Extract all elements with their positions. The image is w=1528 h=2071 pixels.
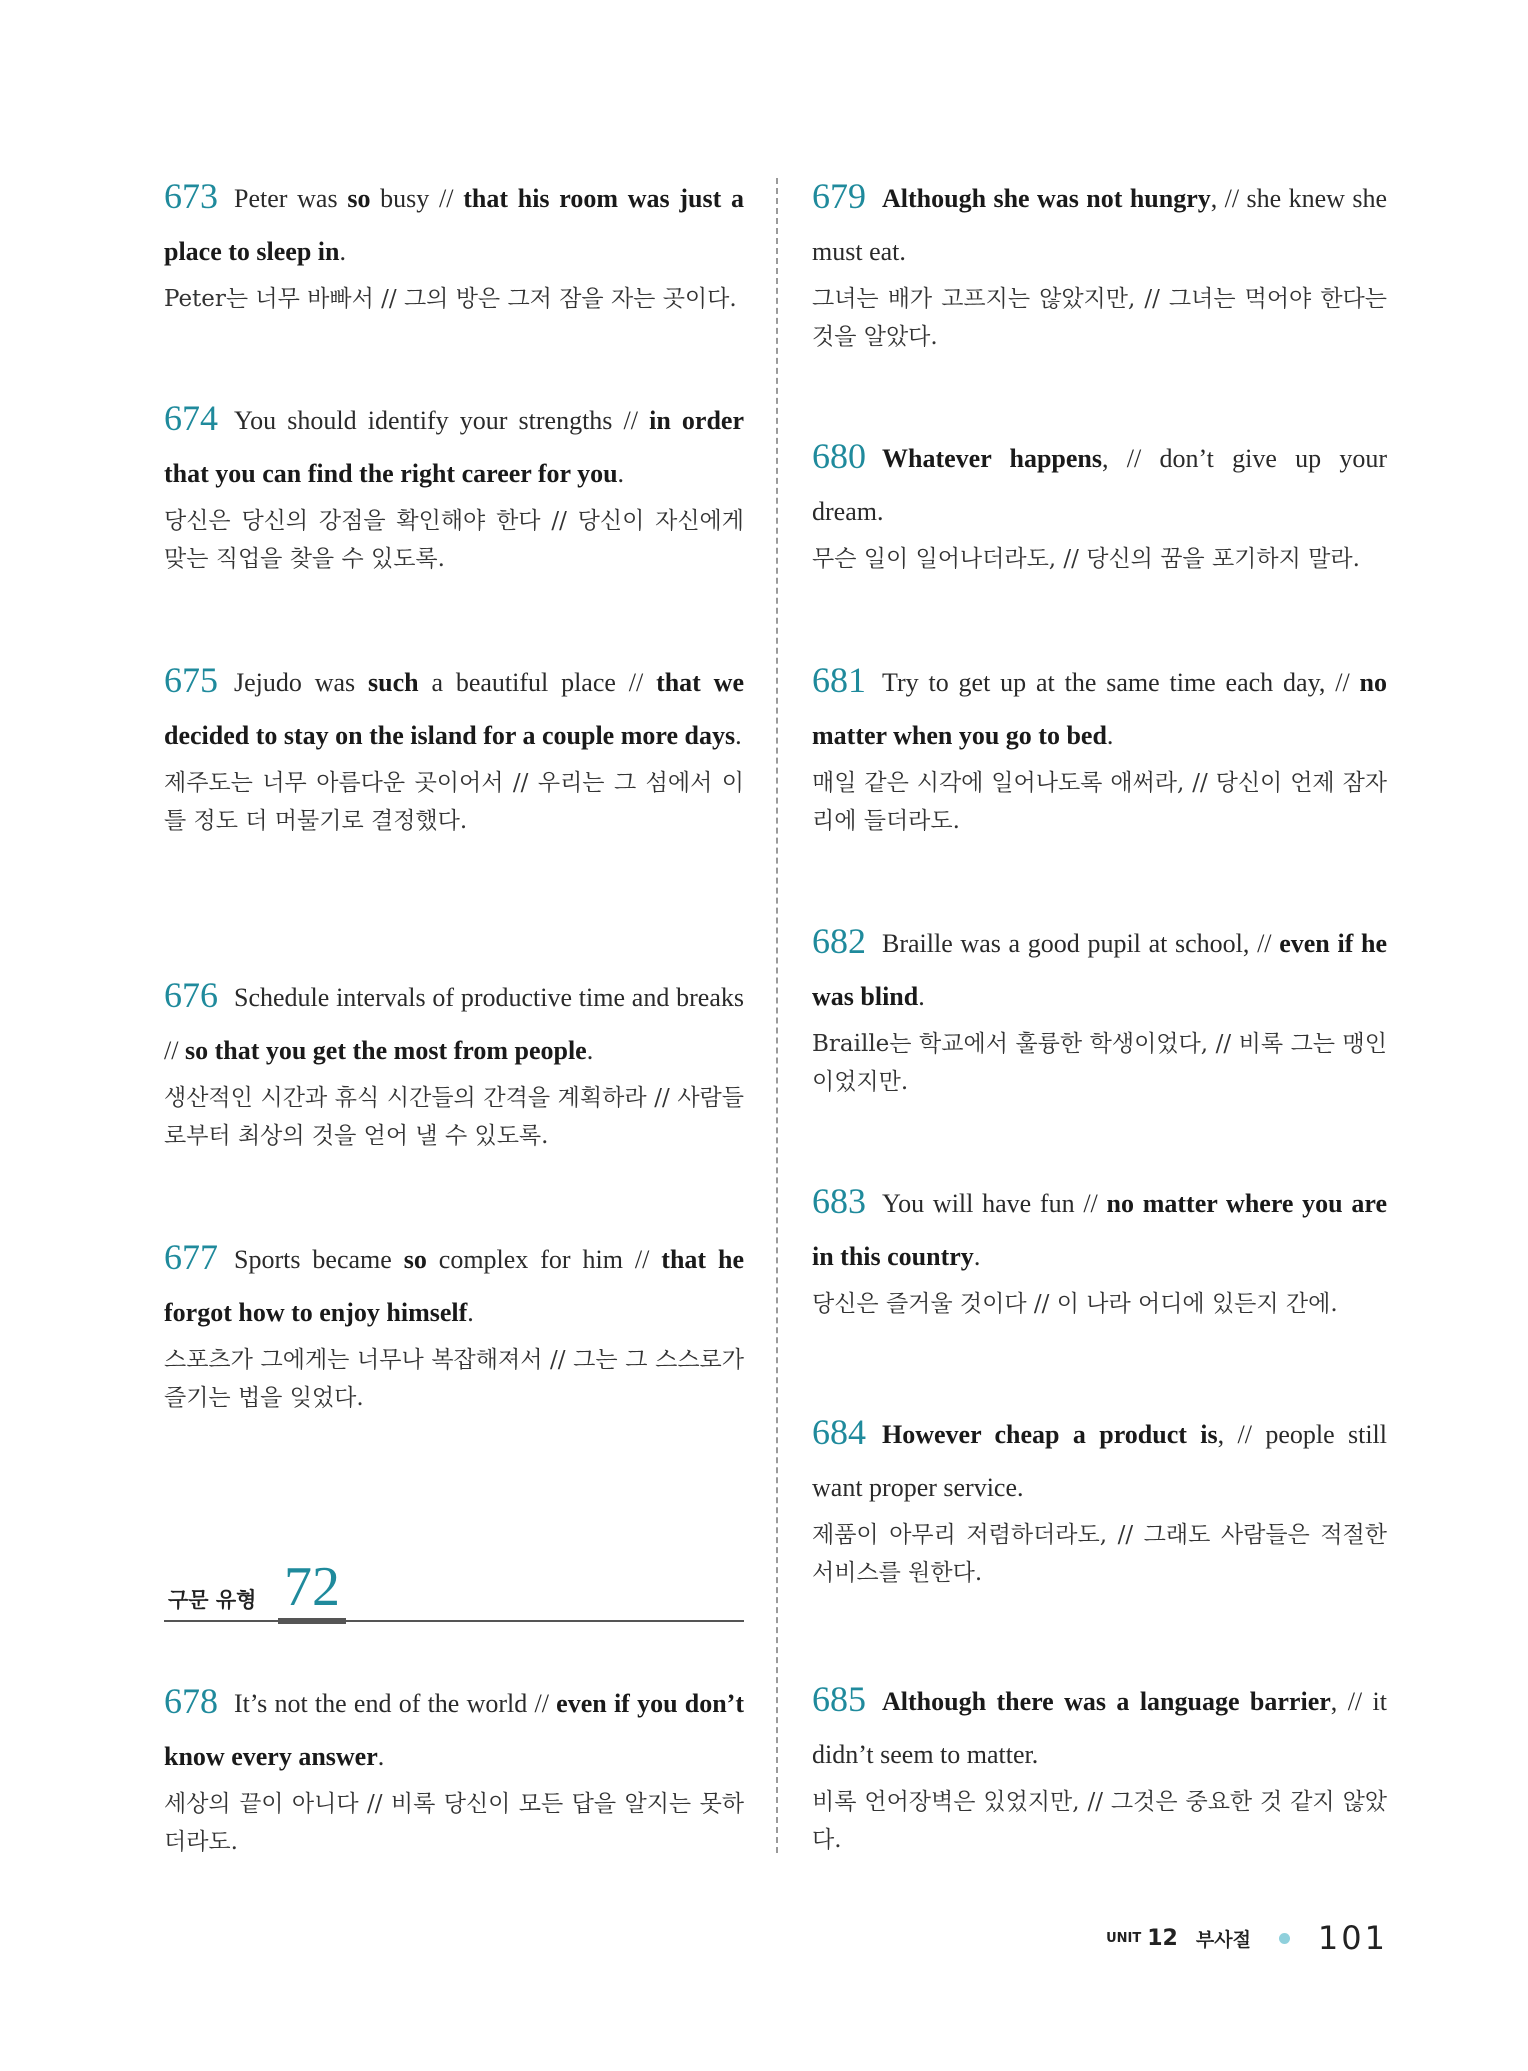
korean-translation: 제주도는 너무 아름다운 곳이어서 // 우리는 그 섬에서 이틀 정도 더 머물기로 결정했다. bbox=[164, 770, 744, 834]
sentence-number: 677 bbox=[164, 1237, 218, 1277]
sentence-text: . bbox=[467, 1298, 474, 1327]
sentence-text: , // she knew she must eat. bbox=[812, 184, 1387, 266]
sentence-text: It’s not the end of the world // bbox=[234, 1689, 557, 1718]
page-number: 101 bbox=[1317, 1919, 1388, 1957]
section-header bbox=[164, 1550, 744, 1622]
sentence-item bbox=[164, 392, 744, 578]
sentence-key-phrase: such bbox=[368, 668, 419, 697]
sentence-number: 678 bbox=[164, 1681, 218, 1721]
sentence-text: . bbox=[586, 1036, 594, 1065]
sentence-item bbox=[812, 430, 1387, 578]
sentence-text: . bbox=[918, 982, 925, 1011]
english-sentence bbox=[812, 170, 1387, 278]
page-footer bbox=[1106, 1918, 1388, 1958]
english-sentence bbox=[812, 1175, 1387, 1283]
korean-translation: 생산적인 시간과 휴식 시간들의 간격을 계획하라 // 사람들로부터 최상의 것을 얻어 낼 수 있도록. bbox=[164, 1085, 744, 1149]
sentence-key-phrase: that we decided to stay on the island for a couple more days bbox=[164, 668, 744, 750]
sentence-key-phrase: no matter when you go to bed bbox=[812, 668, 1387, 750]
korean-translation: 매일 같은 시각에 일어나도록 애써라, // 당신이 언제 잠자리에 들더라도. bbox=[812, 770, 1387, 834]
section-label: 구문 유형 bbox=[168, 1588, 257, 1612]
english-sentence bbox=[164, 392, 744, 500]
sentence-number: 679 bbox=[812, 176, 866, 216]
sentence-text: . bbox=[339, 237, 346, 266]
sentence-number: 673 bbox=[164, 176, 218, 216]
sentence-item bbox=[164, 1675, 744, 1861]
english-sentence bbox=[164, 170, 744, 278]
sentence-key-phrase: that he forgot how to enjoy himself bbox=[164, 1245, 744, 1327]
sentence-text: Jejudo was bbox=[234, 668, 369, 697]
sentence-item bbox=[164, 1231, 744, 1417]
sentence-text: complex for him // bbox=[426, 1245, 662, 1274]
unit-number: 12 bbox=[1147, 1925, 1178, 1951]
sentence-key-phrase: so bbox=[403, 1245, 427, 1274]
sentence-key-phrase: so bbox=[347, 184, 371, 213]
sentence-text: , // it didn’t seem to matter. bbox=[812, 1687, 1387, 1769]
english-sentence bbox=[812, 1406, 1387, 1514]
sentence-key-phrase: even if you don’t know every answer bbox=[164, 1689, 744, 1771]
korean-translation: 무슨 일이 일어나더라도, // 당신의 꿈을 포기하지 말라. bbox=[812, 546, 1360, 572]
sentence-number: 681 bbox=[812, 660, 866, 700]
sentence-text: , // don’t give up your dream. bbox=[812, 444, 1387, 526]
column-divider bbox=[776, 178, 778, 1853]
unit-title: 부사절 bbox=[1195, 1928, 1251, 1951]
english-sentence bbox=[812, 654, 1387, 762]
sentence-number: 676 bbox=[164, 975, 218, 1015]
sentence-number: 680 bbox=[812, 436, 866, 476]
korean-translation: 그녀는 배가 고프지는 않았지만, // 그녀는 먹어야 한다는 것을 알았다. bbox=[812, 286, 1387, 350]
korean-translation: 스포츠가 그에게는 너무나 복잡해져서 // 그는 그 스스로가 즐기는 법을 잊었다. bbox=[164, 1347, 744, 1411]
sentence-item bbox=[164, 654, 744, 840]
sentence-number: 683 bbox=[812, 1181, 866, 1221]
sentence-key-phrase: that his room was just a place to sleep in bbox=[164, 184, 744, 266]
korean-translation: 세상의 끝이 아니다 // 비록 당신이 모든 답을 알지는 못하더라도. bbox=[164, 1791, 744, 1855]
sentence-text: . bbox=[617, 459, 625, 488]
bullet-dot-icon bbox=[1279, 1933, 1290, 1944]
korean-translation: Peter는 너무 바빠서 // 그의 방은 그저 잠을 자는 곳이다. bbox=[164, 286, 737, 312]
sentence-number: 682 bbox=[812, 921, 866, 961]
sentence-item bbox=[164, 170, 744, 318]
english-sentence bbox=[812, 915, 1387, 1023]
sentence-text: You should identify your strengths // bbox=[234, 406, 650, 435]
sentence-item bbox=[812, 1406, 1387, 1592]
korean-translation: 당신은 당신의 강점을 확인해야 한다 // 당신이 자신에게 맞는 직업을 찾을 수 있도록. bbox=[164, 508, 744, 572]
sentence-text: Peter was bbox=[234, 184, 348, 213]
sentence-number: 675 bbox=[164, 660, 218, 700]
sentence-number: 685 bbox=[812, 1679, 866, 1719]
english-sentence bbox=[164, 1231, 744, 1339]
sentence-key-phrase: Although she was not hungry bbox=[882, 184, 1211, 213]
sentence-item bbox=[812, 915, 1387, 1101]
english-sentence bbox=[164, 969, 744, 1077]
english-sentence bbox=[812, 1673, 1387, 1781]
sentence-text: You will have fun // bbox=[882, 1189, 1107, 1218]
sentence-text: . bbox=[1106, 721, 1114, 750]
sentence-key-phrase: However cheap a product is bbox=[882, 1420, 1218, 1449]
sentence-item bbox=[812, 1175, 1387, 1323]
sentence-key-phrase: even if he was blind bbox=[812, 929, 1388, 1011]
korean-translation: Braille는 학교에서 훌륭한 학생이었다, // 비록 그는 맹인이었지만. bbox=[812, 1031, 1387, 1095]
sentence-key-phrase: Whatever happens bbox=[882, 444, 1103, 473]
sentence-text: . bbox=[377, 1742, 385, 1771]
sentence-key-phrase: so that you get the most from people bbox=[184, 1036, 587, 1065]
sentence-text: . bbox=[735, 721, 742, 750]
sentence-key-phrase: in order that you can find the right career for you bbox=[164, 406, 744, 488]
sentence-text: a beautiful place // bbox=[418, 668, 657, 697]
sentence-item bbox=[164, 969, 744, 1155]
sentence-key-phrase: no matter where you are in this country bbox=[812, 1189, 1387, 1271]
english-sentence bbox=[164, 654, 744, 762]
section-number: 72 bbox=[278, 1556, 346, 1624]
sentence-text: Schedule intervals of productive time and breaks // bbox=[164, 983, 744, 1065]
english-sentence bbox=[812, 430, 1387, 538]
sentence-item bbox=[812, 1673, 1387, 1859]
korean-translation: 제품이 아무리 저렴하더라도, // 그래도 사람들은 적절한 서비스를 원한다. bbox=[812, 1522, 1387, 1586]
sentence-key-phrase: Although there was a language barrier bbox=[882, 1687, 1331, 1716]
sentence-number: 684 bbox=[812, 1412, 866, 1452]
unit-label: UNIT bbox=[1106, 1930, 1142, 1946]
sentence-item bbox=[812, 654, 1387, 840]
sentence-text: Braille was a good pupil at school, // bbox=[882, 929, 1280, 958]
sentence-text: Try to get up at the same time each day, // bbox=[882, 668, 1360, 697]
korean-translation: 비록 언어장벽은 있었지만, // 그것은 중요한 것 같지 않았다. bbox=[812, 1789, 1387, 1853]
sentence-number: 674 bbox=[164, 398, 218, 438]
sentence-item bbox=[812, 170, 1387, 356]
sentence-text: Sports became bbox=[234, 1245, 404, 1274]
sentence-text: , // people still want proper service. bbox=[812, 1420, 1388, 1502]
sentence-text: . bbox=[973, 1242, 981, 1271]
sentence-text: busy // bbox=[370, 184, 464, 213]
korean-translation: 당신은 즐거울 것이다 // 이 나라 어디에 있든지 간에. bbox=[812, 1291, 1338, 1317]
english-sentence bbox=[164, 1675, 744, 1783]
